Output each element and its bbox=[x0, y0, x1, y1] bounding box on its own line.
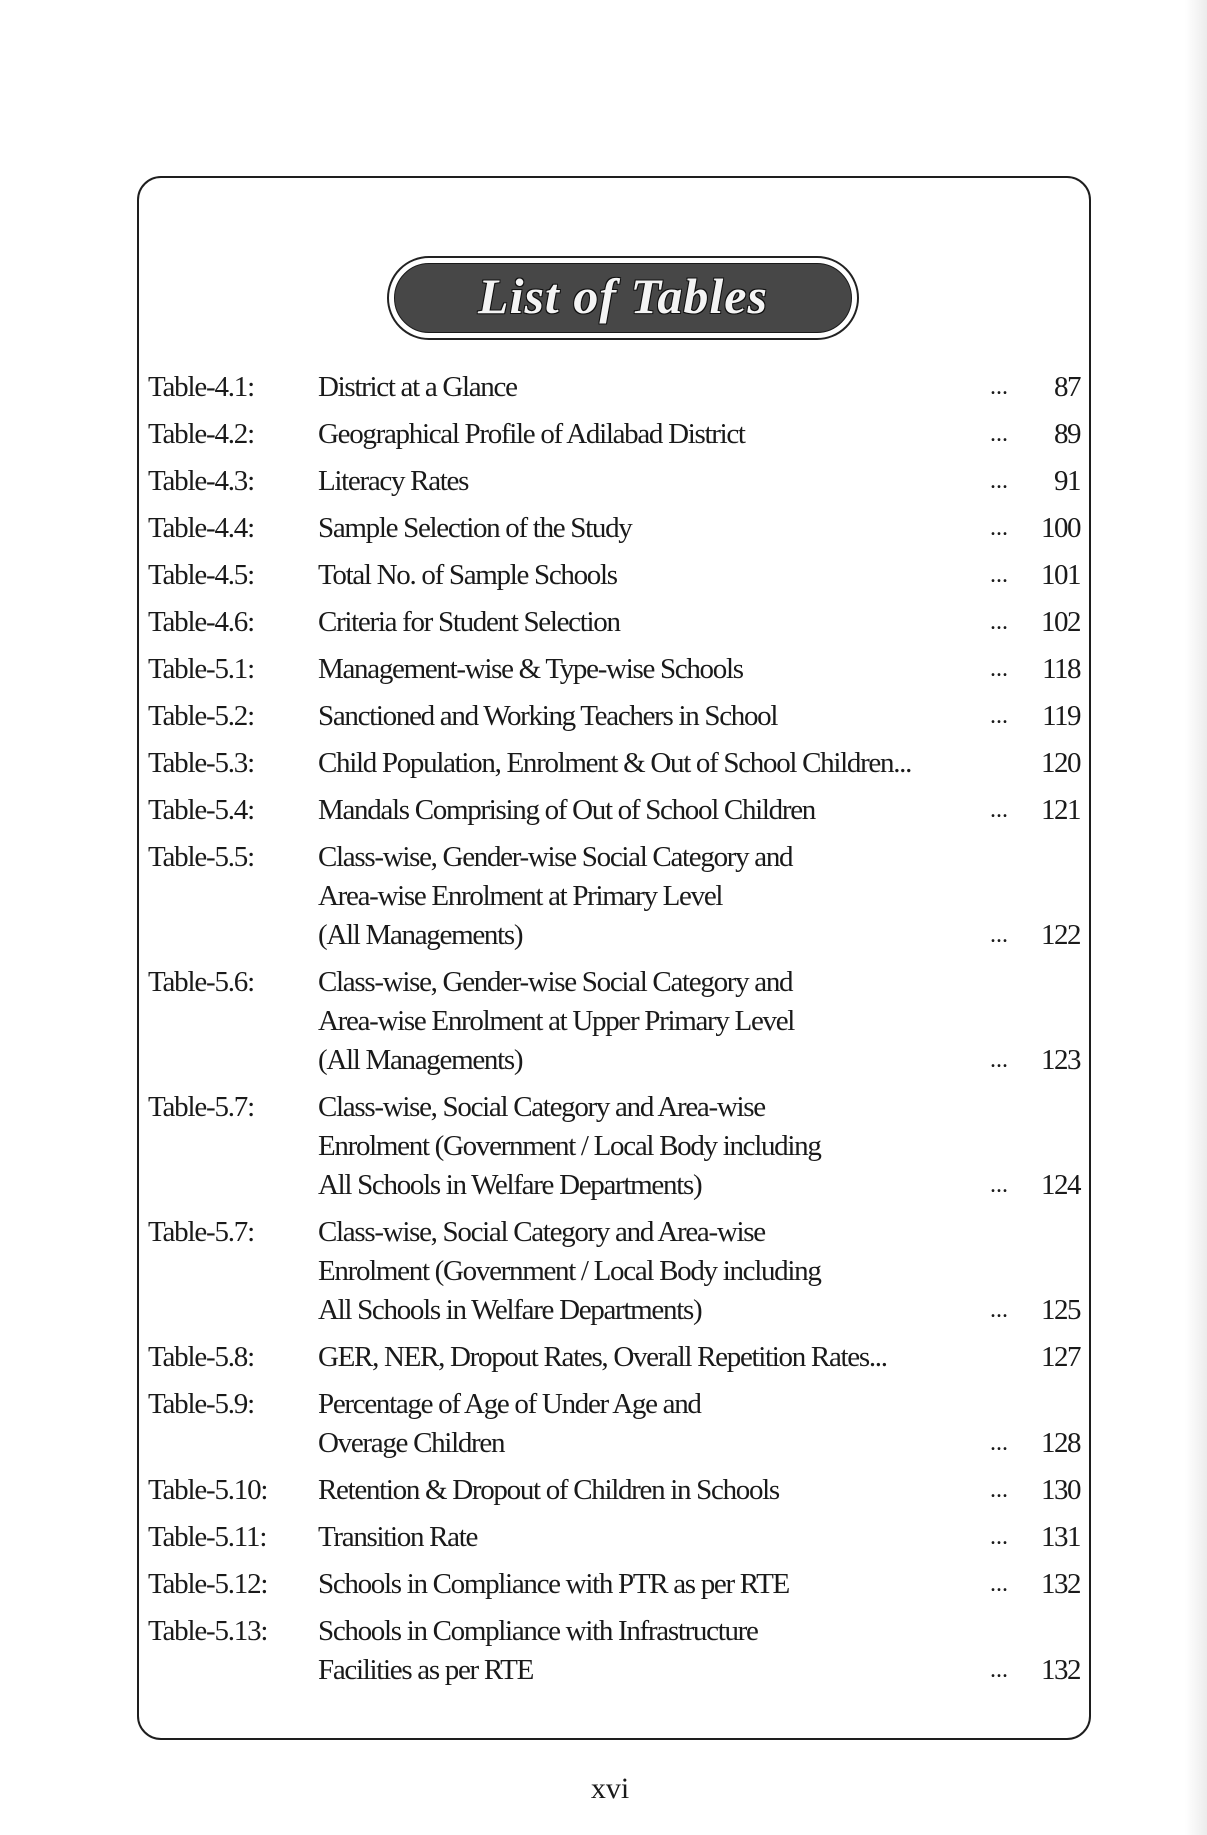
leader-dots: ... bbox=[990, 562, 1008, 588]
table-number: Table-5.9: bbox=[148, 1388, 254, 1420]
leader-dots: ... bbox=[990, 703, 1008, 729]
page-reference: 121 bbox=[1041, 794, 1080, 826]
toc-entry[interactable] bbox=[148, 838, 1080, 955]
toc-entry[interactable] bbox=[148, 556, 1080, 595]
leader-dots: ... bbox=[990, 374, 1008, 400]
leader-dots: ... bbox=[990, 797, 1008, 823]
leader-dots: ... bbox=[990, 656, 1008, 682]
table-title bbox=[318, 603, 990, 642]
table-title-line: Class-wise, Social Category and Area-wise bbox=[318, 1216, 765, 1248]
table-title-line: Geographical Profile of Adilabad District bbox=[318, 418, 745, 450]
table-title bbox=[318, 556, 990, 595]
leader-dots: ... bbox=[990, 421, 1008, 447]
table-number: Table-5.6: bbox=[148, 966, 254, 998]
table-title-line: District at a Glance bbox=[318, 371, 517, 403]
table-number: Table-4.1: bbox=[148, 371, 254, 403]
toc-entry[interactable] bbox=[148, 744, 1080, 783]
page-reference: 100 bbox=[1041, 512, 1080, 544]
table-number: Table-4.2: bbox=[148, 418, 254, 450]
table-title bbox=[318, 838, 990, 955]
table-title-line: Class-wise, Gender-wise Social Category and bbox=[318, 966, 793, 998]
table-title-line: Enrolment (Government / Local Body including bbox=[318, 1255, 821, 1287]
table-number: Table-4.5: bbox=[148, 559, 254, 591]
table-number: Table-5.13: bbox=[148, 1615, 268, 1647]
toc-entry[interactable] bbox=[148, 415, 1080, 454]
toc-entry[interactable] bbox=[148, 791, 1080, 830]
leader-dots: ... bbox=[990, 468, 1008, 494]
table-title bbox=[318, 1213, 990, 1330]
table-title-line: Overage Children bbox=[318, 1427, 505, 1459]
table-title bbox=[318, 650, 990, 689]
leader-dots: ... bbox=[990, 1477, 1008, 1503]
table-title-line: (All Managements) bbox=[318, 919, 523, 951]
table-number: Table-5.11: bbox=[148, 1521, 267, 1553]
toc-entry[interactable] bbox=[148, 1518, 1080, 1557]
table-title bbox=[318, 963, 990, 1080]
table-title bbox=[318, 744, 990, 783]
table-title bbox=[318, 368, 990, 407]
table-title bbox=[318, 791, 990, 830]
page-reference: 102 bbox=[1041, 606, 1080, 638]
table-title-line: GER, NER, Dropout Rates, Overall Repetition Rates... bbox=[318, 1341, 887, 1373]
leader-dots: ... bbox=[990, 1571, 1008, 1597]
toc-entry[interactable] bbox=[148, 650, 1080, 689]
table-number: Table-5.7: bbox=[148, 1216, 254, 1248]
table-number: Table-5.2: bbox=[148, 700, 254, 732]
page-reference: 123 bbox=[1041, 1044, 1080, 1076]
leader-dots: ... bbox=[990, 1430, 1008, 1456]
table-number: Table-5.7: bbox=[148, 1091, 254, 1123]
toc-entry[interactable] bbox=[148, 1385, 1080, 1463]
table-title-line: Schools in Compliance with PTR as per RTE bbox=[318, 1568, 789, 1600]
table-title-line: Literacy Rates bbox=[318, 465, 469, 497]
table-number: Table-4.4: bbox=[148, 512, 254, 544]
page-reference: 130 bbox=[1041, 1474, 1080, 1506]
page-reference: 89 bbox=[1054, 418, 1080, 450]
table-title-line: Class-wise, Social Category and Area-wise bbox=[318, 1091, 765, 1123]
leader-dots: ... bbox=[990, 1524, 1008, 1550]
page-edge-shadow bbox=[1185, 0, 1207, 1835]
table-title bbox=[318, 1471, 990, 1510]
page-title: List of Tables bbox=[478, 268, 768, 324]
toc-entry[interactable] bbox=[148, 1088, 1080, 1205]
table-number: Table-5.4: bbox=[148, 794, 254, 826]
leader-dots: ... bbox=[990, 515, 1008, 541]
toc-entry[interactable] bbox=[148, 963, 1080, 1080]
toc-entry[interactable] bbox=[148, 1471, 1080, 1510]
leader-dots: ... bbox=[990, 1047, 1008, 1073]
toc-entry[interactable] bbox=[148, 697, 1080, 736]
table-title-line: Class-wise, Gender-wise Social Category and bbox=[318, 841, 793, 873]
table-title-line: Total No. of Sample Schools bbox=[318, 559, 617, 591]
page-reference: 124 bbox=[1041, 1169, 1080, 1201]
toc-entry[interactable] bbox=[148, 1338, 1080, 1377]
leader-dots: ... bbox=[990, 1172, 1008, 1198]
page-reference: 131 bbox=[1041, 1521, 1080, 1553]
table-title-line: Criteria for Student Selection bbox=[318, 606, 620, 638]
table-number: Table-4.3: bbox=[148, 465, 254, 497]
toc-entry[interactable] bbox=[148, 1565, 1080, 1604]
table-title-line: All Schools in Welfare Departments) bbox=[318, 1294, 702, 1326]
page-reference: 128 bbox=[1041, 1427, 1080, 1459]
toc-entry[interactable] bbox=[148, 1612, 1080, 1690]
leader-dots: ... bbox=[990, 1657, 1008, 1683]
table-number: Table-5.3: bbox=[148, 747, 254, 779]
table-title-line: Facilities as per RTE bbox=[318, 1654, 533, 1686]
table-title-line: Mandals Comprising of Out of School Children bbox=[318, 794, 815, 826]
page-reference: 118 bbox=[1042, 653, 1080, 685]
table-title-line: Percentage of Age of Under Age and bbox=[318, 1388, 701, 1420]
table-number: Table-4.6: bbox=[148, 606, 254, 638]
table-title-line: Schools in Compliance with Infrastructure bbox=[318, 1615, 758, 1647]
title-banner-fill bbox=[394, 263, 852, 333]
table-title bbox=[318, 1518, 990, 1557]
table-title bbox=[318, 462, 990, 501]
table-title-line: Retention & Dropout of Children in Schools bbox=[318, 1474, 779, 1506]
page-reference: 125 bbox=[1041, 1294, 1080, 1326]
table-title bbox=[318, 415, 990, 454]
table-title-line: Enrolment (Government / Local Body including bbox=[318, 1130, 821, 1162]
page-number: xvi bbox=[590, 1772, 630, 1805]
leader-dots: ... bbox=[990, 922, 1008, 948]
page-reference: 119 bbox=[1042, 700, 1080, 732]
toc-entry[interactable] bbox=[148, 368, 1080, 407]
page-reference: 132 bbox=[1041, 1568, 1080, 1600]
table-title-line: Transition Rate bbox=[318, 1521, 478, 1553]
table-title bbox=[318, 1612, 990, 1690]
title-banner bbox=[387, 256, 859, 340]
table-title-line: Management-wise & Type-wise Schools bbox=[318, 653, 743, 685]
toc-entry[interactable] bbox=[148, 603, 1080, 642]
table-number: Table-5.5: bbox=[148, 841, 254, 873]
table-title bbox=[318, 1338, 990, 1377]
page-reference: 87 bbox=[1054, 371, 1080, 403]
table-title bbox=[318, 1565, 990, 1604]
table-title bbox=[318, 697, 990, 736]
leader-dots: ... bbox=[990, 1297, 1008, 1323]
table-title-line: Sample Selection of the Study bbox=[318, 512, 632, 544]
toc-entry[interactable] bbox=[148, 509, 1080, 548]
page-reference: 132 bbox=[1041, 1654, 1080, 1686]
table-number: Table-5.1: bbox=[148, 653, 254, 685]
table-title-line: All Schools in Welfare Departments) bbox=[318, 1169, 702, 1201]
page-reference: 122 bbox=[1041, 919, 1080, 951]
page-reference: 127 bbox=[1041, 1341, 1080, 1373]
table-title bbox=[318, 1385, 990, 1463]
table-number: Table-5.8: bbox=[148, 1341, 254, 1373]
table-title-line: (All Managements) bbox=[318, 1044, 523, 1076]
toc-entry[interactable] bbox=[148, 1213, 1080, 1330]
table-of-contents-list bbox=[148, 368, 1080, 1698]
table-number: Table-5.10: bbox=[148, 1474, 268, 1506]
leader-dots: ... bbox=[990, 609, 1008, 635]
toc-entry[interactable] bbox=[148, 462, 1080, 501]
page-reference: 120 bbox=[1041, 747, 1080, 779]
table-title-line: Area-wise Enrolment at Upper Primary Level bbox=[318, 1005, 795, 1037]
table-title bbox=[318, 1088, 990, 1205]
table-title-line: Area-wise Enrolment at Primary Level bbox=[318, 880, 723, 912]
table-title-line: Child Population, Enrolment & Out of School Children... bbox=[318, 747, 912, 779]
page-reference: 101 bbox=[1041, 559, 1080, 591]
table-number: Table-5.12: bbox=[148, 1568, 268, 1600]
table-title-line: Sanctioned and Working Teachers in School bbox=[318, 700, 778, 732]
page-reference: 91 bbox=[1054, 465, 1080, 497]
table-title bbox=[318, 509, 990, 548]
